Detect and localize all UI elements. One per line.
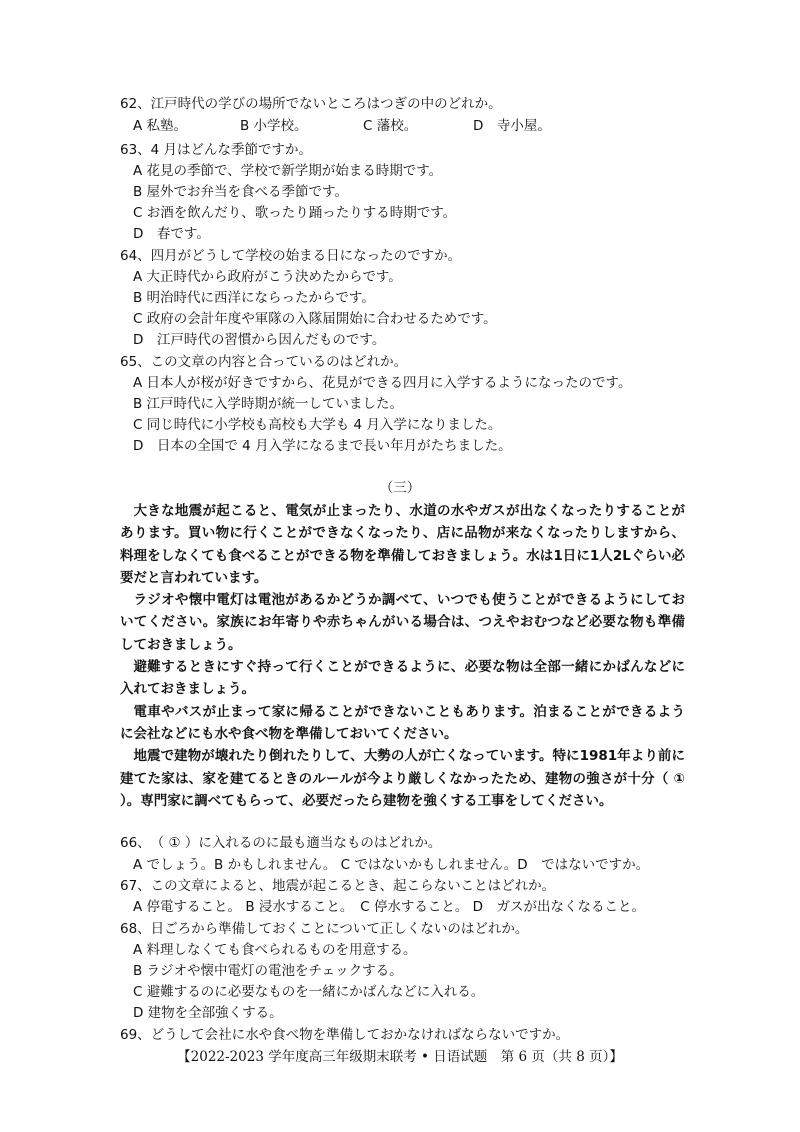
- question-67-stem: 67、この文章によると、地震が起こるとき、起こらないことはどれか。: [120, 878, 556, 894]
- question-62-option-b: B 小学校。: [240, 118, 308, 134]
- reading-passage: [120, 500, 685, 812]
- question-67-options: A 停電すること。 B 浸水すること。 C 停水すること。 D ガスが出なくなること。: [133, 899, 646, 915]
- question-63-stem: 63、4 月はどんな季節ですか。: [120, 142, 313, 158]
- question-68-option-d: D 建物を全部強くする。: [133, 1005, 283, 1021]
- passage-paragraph-4: 電車やバスが止まって家に帰ることができないこともあります。泊まることができるように会社などにも水や食べ物を準備しておいてください。: [120, 703, 685, 742]
- question-68-option-c: C 避難するのに必要なものを一緒にかばんなどに入れる。: [133, 984, 485, 1000]
- question-65-option-b: B 江戸時代に入学時期が統一していました。: [133, 396, 404, 412]
- page-footer: 【2022-2023 学年度高三年级期末联考 • 日语试题 第 6 页（共 8 页）】: [177, 1049, 623, 1065]
- passage-paragraph-3: 避難するときにすぐ持って行くことができるように、必要な物は全部一緒にかばんなどに入れておきましょう。: [120, 659, 685, 698]
- question-64-option-a: A 大正時代から政府がこう決めたからです。: [133, 269, 402, 285]
- question-63-option-b: B 屋外でお弁当を食べる季節です。: [133, 184, 348, 200]
- question-62-option-a: A 私塾。: [133, 118, 188, 134]
- passage-paragraph-5: 地震で建物が壊れたり倒れたりして、大勢の人が亡くなっています。特に1981年より前に建てた家は、家を建てるときのルールが今より厳しくなかったため、建物の強さが十分（ ① ）。専門家に調べてもらって、必要だったら建物を強くする工事をしてください。: [120, 748, 685, 809]
- passage-paragraph-1: 大きな地震が起こると、電気が止まったり、水道の水やガスが出なくなったりすることがあります。買い物に行くことができなくなったり、店に品物が来なくなったりしますから、料理をしなくても食べることができる物を準備しておきましょう。水は1日に1人2Lぐらい必要だと言われています。: [120, 503, 685, 586]
- question-63-option-c: C お酒を飲んだり、歌ったり踊ったりする時期です。: [133, 205, 457, 221]
- question-64-option-c: C 政府の会計年度や軍隊の入隊届開始に合わせるためです。: [133, 311, 497, 327]
- question-62-options: [133, 116, 693, 136]
- question-69-stem: 69、どうして会社に水や食べ物を準備しておかなければならないですか。: [120, 1027, 570, 1043]
- question-68-option-b: B ラジオや懐中電灯の電池をチェックする。: [133, 963, 403, 979]
- question-68-stem: 68、日ごろから準備しておくことについて正しくないのはどれか。: [120, 921, 529, 937]
- question-65-option-c: C 同じ時代に小学校も高校も大学も 4 月入学になりました。: [133, 417, 502, 433]
- question-65-option-d: D 日本の全国で 4 月入学になるまで長い年月がたちました。: [133, 438, 512, 454]
- passage-paragraph-2: ラジオや懐中電灯は電池があるかどうか調べて、いつでも使うことができるようにしておいてください。家族にお年寄りや赤ちゃんがいる場合は、つえやおむつなど必要な物も準備しておきましょう。: [120, 592, 685, 653]
- question-62-option-c: C 藩校。: [363, 118, 418, 134]
- question-62-stem: 62、江戸時代の学びの場所でないところはつぎの中のどれか。: [120, 96, 502, 112]
- question-65-stem: 65、この文章の内容と合っているのはどれか。: [120, 354, 408, 370]
- question-66-options: A でしょう。B かもしれません。 C ではないかもしれません。D ではないですか。: [133, 857, 650, 873]
- section-title: （三）: [379, 480, 421, 496]
- question-63-option-d: D 春です。: [133, 226, 210, 242]
- question-65-option-a: A 日本人が桜が好きですから、花見ができる四月に入学するようになったのです。: [133, 375, 632, 391]
- question-64-option-d: D 江戸時代の習慣から因んだものです。: [133, 332, 386, 348]
- question-66-stem: 66、 （ ① ）に入れるのに最も適当なものはどれか。: [120, 835, 442, 851]
- question-62-option-d: D 寺小屋。: [473, 118, 551, 134]
- question-63-option-a: A 花見の季節で、学校で新学期が始まる時期です。: [133, 163, 443, 179]
- question-64-option-b: B 明治時代に西洋にならったからです。: [133, 290, 375, 306]
- question-64-stem: 64、四月がどうして学校の始まる日になったのですか。: [120, 248, 462, 264]
- question-68-option-a: A 料理しなくても食べられるものを用意する。: [133, 942, 417, 958]
